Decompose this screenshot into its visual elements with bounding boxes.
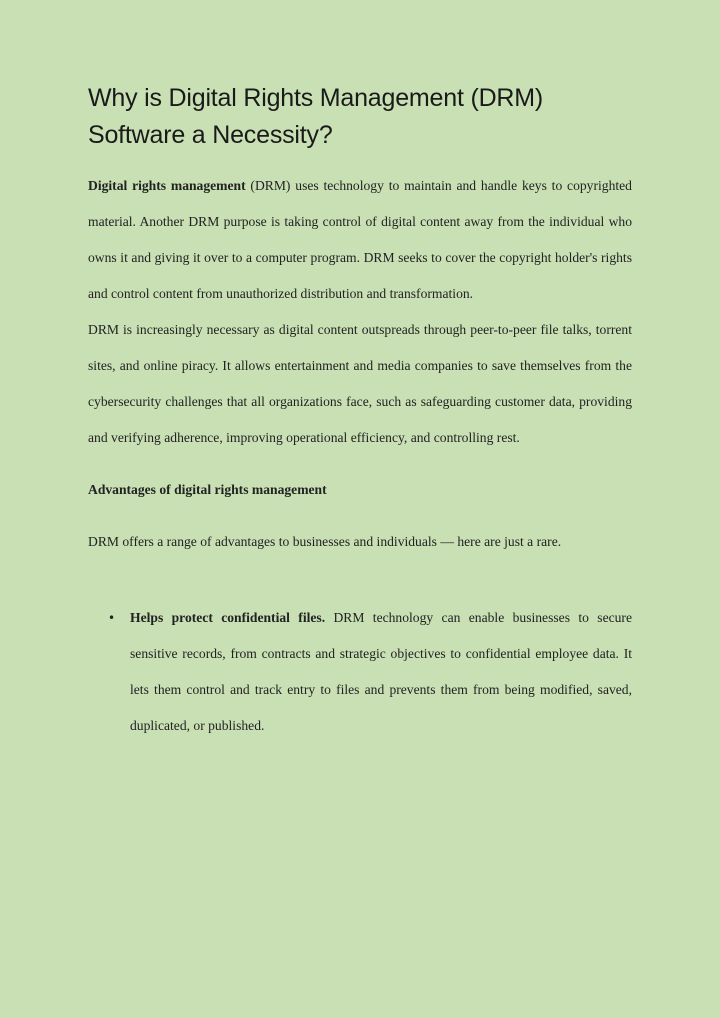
- document-title: Why is Digital Rights Management (DRM) Software a Necessity?: [88, 84, 544, 149]
- section-subheading: Advantages of digital rights management: [88, 482, 327, 497]
- list-item-bold-lead: Helps protect confidential files.: [130, 610, 326, 625]
- bullet-icon: •: [108, 611, 116, 625]
- list-item-body: DRM technology can enable businesses to secure sensitive records, from contracts and strategic objectives to confidential employee data. It lets them control and track entry to files and prevents them from being modified, saved, duplicated, or published.: [130, 610, 632, 733]
- intro-bold-lead: Digital rights management: [88, 178, 246, 193]
- list-item-text: [130, 600, 632, 744]
- intro-paragraph: [88, 168, 632, 312]
- list-item: [88, 600, 632, 744]
- paragraph-2: DRM is increasingly necessary as digital content outspreads through peer-to-peer file talks, torrent sites, and online piracy. It allows entertainment and media companies to save themselves from the cybersecurity challenges that all organizations face, such as safeguarding customer data, providing and verifying adherence, improving operational efficiency, and controlling rest.: [88, 322, 632, 445]
- paragraph-3: DRM offers a range of advantages to businesses and individuals — here are just a rare.: [88, 534, 562, 549]
- advantages-list: [88, 600, 632, 744]
- intro-text: (DRM) uses technology to maintain and handle keys to copyrighted material. Another DRM purpose is taking control of digital content away from the individual who owns it and giving it over to a computer program. DRM seeks to cover the copyright holder's rights and control content from unauthorized distribution and transformation.: [88, 178, 632, 301]
